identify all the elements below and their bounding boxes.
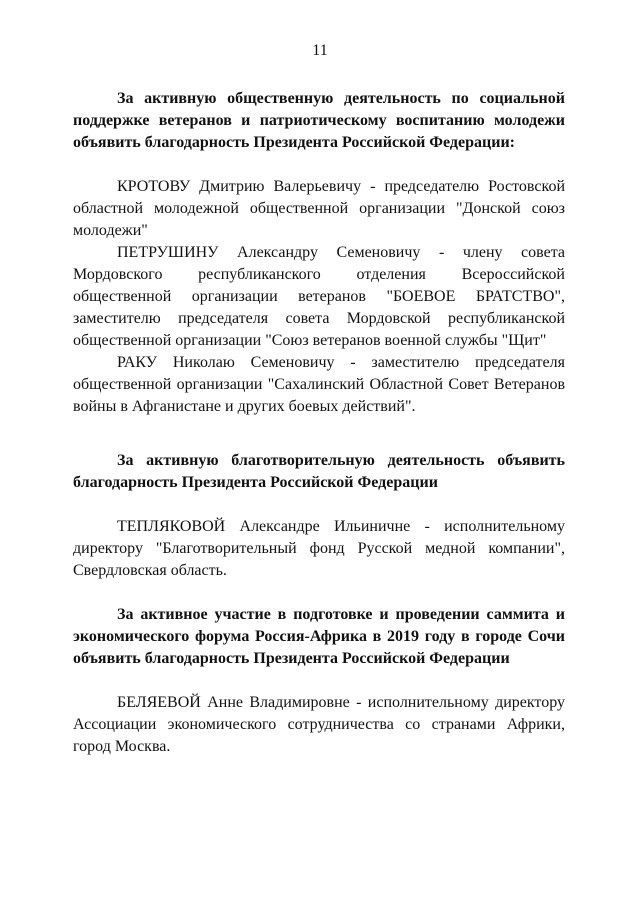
award-entry: ПЕТРУШИНУ Александру Семеновичу - члену совета Мордовского республиканского отделения Всероссийской общественной организации ветеранов "БОЕВОЕ БРАТСТВО", заместителю председателя совета Мордовской республиканской общественной организации "Союз ветеранов военной службы "Щит" bbox=[73, 244, 565, 349]
section-heading: За активное участие в подготовке и проведении саммита и экономического форума Россия-Африка в 2019 году в городе Сочи объявить благодарность Президента Российской Федерации bbox=[73, 606, 565, 667]
section-veterans-support bbox=[73, 88, 565, 418]
section-heading: За активную общественную деятельность по социальной поддержке ветеранов и патриотическому воспитанию молодежи объявить благодарность Президента Российской Федерации: bbox=[73, 90, 565, 151]
section-charity bbox=[73, 450, 565, 582]
section-russia-africa-summit bbox=[73, 604, 565, 758]
award-entry: РАКУ Николаю Семеновичу - заместителю председателя общественной организации "Сахалинский Областной Совет Ветеранов войны в Афганистане и других боевых действий". bbox=[73, 354, 565, 415]
award-entry: БЕЛЯЕВОЙ Анне Владимировне - исполнительному директору Ассоциации экономического сотрудничества со странами Африки, город Москва. bbox=[73, 694, 565, 755]
page-number: 11 bbox=[312, 42, 328, 59]
award-entry: КРОТОВУ Дмитрию Валерьевичу - председателю Ростовской областной молодежной общественной организации "Донской союз молодежи" bbox=[73, 178, 565, 239]
section-heading: За активную благотворительную деятельность объявить благодарность Президента Российской Федерации bbox=[73, 452, 565, 491]
award-entry: ТЕПЛЯКОВОЙ Александре Ильиничне - исполнительному директору "Благотворительный фонд Русской медной компании", Свердловская область. bbox=[73, 518, 565, 579]
